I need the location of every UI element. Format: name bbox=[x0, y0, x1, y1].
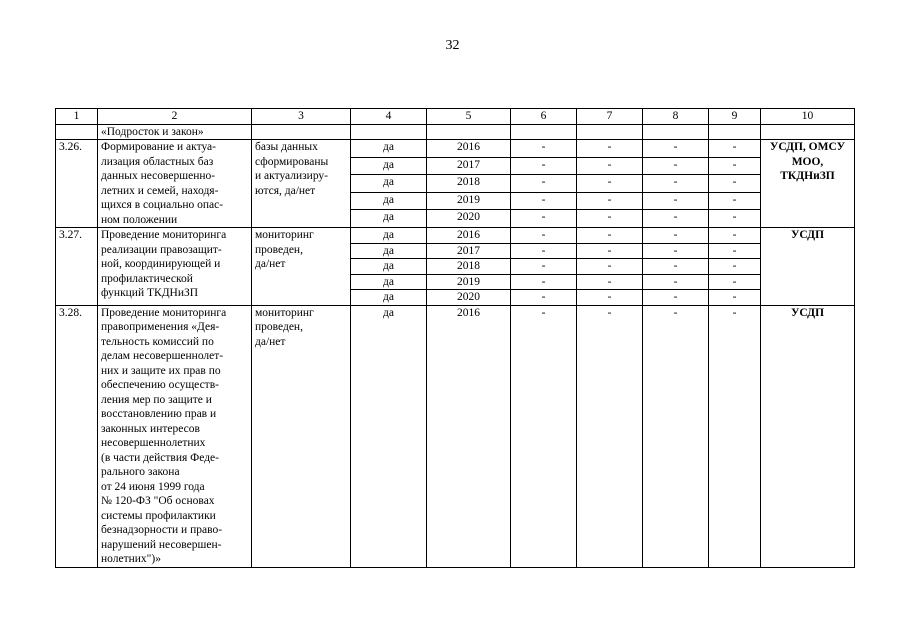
year-cell: 2017 bbox=[427, 243, 511, 259]
dash-cell: - bbox=[709, 259, 761, 275]
header-cell: 3 bbox=[252, 109, 351, 125]
dash-cell: - bbox=[577, 243, 643, 259]
empty-cell bbox=[761, 124, 855, 140]
dash-cell: - bbox=[577, 210, 643, 228]
header-cell: 10 bbox=[761, 109, 855, 125]
dash-cell: - bbox=[511, 210, 577, 228]
year-cell: 2019 bbox=[427, 274, 511, 290]
dash-cell: - bbox=[577, 140, 643, 158]
value-cell: да bbox=[351, 290, 427, 306]
value-cell: да bbox=[351, 175, 427, 193]
empty-cell bbox=[511, 124, 577, 140]
continuation-text: «Подросток и закон» bbox=[98, 124, 252, 140]
empty-cell bbox=[56, 124, 98, 140]
dash-cell: - bbox=[643, 305, 709, 567]
dash-cell: - bbox=[511, 228, 577, 244]
dash-cell: - bbox=[643, 140, 709, 158]
dash-cell: - bbox=[643, 290, 709, 306]
header-cell: 1 bbox=[56, 109, 98, 125]
dash-cell: - bbox=[709, 274, 761, 290]
dash-cell: - bbox=[643, 259, 709, 275]
header-cell: 8 bbox=[643, 109, 709, 125]
header-cell: 9 bbox=[709, 109, 761, 125]
dash-cell: - bbox=[577, 192, 643, 210]
empty-cell bbox=[643, 124, 709, 140]
executor-text: УСДП bbox=[761, 305, 855, 567]
header-cell: 4 bbox=[351, 109, 427, 125]
table-row bbox=[56, 140, 855, 158]
dash-cell: - bbox=[511, 259, 577, 275]
dash-cell: - bbox=[511, 175, 577, 193]
dash-cell: - bbox=[577, 228, 643, 244]
value-cell: да bbox=[351, 228, 427, 244]
year-cell: 2018 bbox=[427, 259, 511, 275]
dash-cell: - bbox=[709, 140, 761, 158]
dash-cell: - bbox=[709, 290, 761, 306]
empty-cell bbox=[351, 124, 427, 140]
dash-cell: - bbox=[511, 140, 577, 158]
dash-cell: - bbox=[577, 305, 643, 567]
row-number: 3.26. bbox=[56, 140, 98, 228]
table-row bbox=[56, 305, 855, 567]
value-cell: да bbox=[351, 259, 427, 275]
dash-cell: - bbox=[709, 157, 761, 175]
dash-cell: - bbox=[511, 192, 577, 210]
dash-cell: - bbox=[511, 290, 577, 306]
header-cell: 7 bbox=[577, 109, 643, 125]
year-cell: 2020 bbox=[427, 210, 511, 228]
value-cell: да bbox=[351, 243, 427, 259]
dash-cell: - bbox=[709, 192, 761, 210]
dash-cell: - bbox=[709, 210, 761, 228]
empty-cell bbox=[577, 124, 643, 140]
measures-table bbox=[55, 108, 855, 568]
header-cell: 2 bbox=[98, 109, 252, 125]
value-cell: да bbox=[351, 274, 427, 290]
year-cell: 2020 bbox=[427, 290, 511, 306]
header-row bbox=[56, 109, 855, 125]
year-cell: 2019 bbox=[427, 192, 511, 210]
value-cell: да bbox=[351, 140, 427, 158]
value-cell: да bbox=[351, 192, 427, 210]
dash-cell: - bbox=[643, 274, 709, 290]
year-cell: 2016 bbox=[427, 228, 511, 244]
dash-cell: - bbox=[709, 228, 761, 244]
dash-cell: - bbox=[511, 243, 577, 259]
empty-cell bbox=[427, 124, 511, 140]
dash-cell: - bbox=[643, 210, 709, 228]
executor-text: УСДП bbox=[761, 228, 855, 306]
year-cell: 2018 bbox=[427, 175, 511, 193]
row-number: 3.28. bbox=[56, 305, 98, 567]
dash-cell: - bbox=[577, 259, 643, 275]
page-number: 32 bbox=[445, 38, 460, 53]
year-cell: 2017 bbox=[427, 157, 511, 175]
dash-cell: - bbox=[643, 175, 709, 193]
dash-cell: - bbox=[577, 175, 643, 193]
table-row bbox=[56, 228, 855, 244]
dash-cell: - bbox=[643, 157, 709, 175]
executor-text: УСДП, ОМСУ МОО, ТКДНиЗП bbox=[761, 140, 855, 228]
indicator-text: мониторинг проведен, да/нет bbox=[252, 305, 351, 567]
measure-text: Проведение мониторинга правоприменения «Дея- тельность комиссий по делам несовершеннолет- них и защите их прав по обеспечению осуществ- ления мер по защите и восстановлению прав и законных интересов несовершеннолетних (в части действия Феде- рального закона от 24 июня 1999 года № 120-ФЗ "Об основах системы профилактики безнадзорности и право- нарушений несовершен- нолетних")» bbox=[98, 305, 252, 567]
value-cell: да bbox=[351, 210, 427, 228]
dash-cell: - bbox=[511, 305, 577, 567]
empty-cell bbox=[709, 124, 761, 140]
value-cell: да bbox=[351, 305, 427, 567]
dash-cell: - bbox=[709, 305, 761, 567]
measure-text: Проведение мониторинга реализации правозащит- ной, координирующей и профилактической функций ТКДНиЗП bbox=[98, 228, 252, 306]
dash-cell: - bbox=[577, 157, 643, 175]
header-cell: 5 bbox=[427, 109, 511, 125]
continuation-row bbox=[56, 124, 855, 140]
row-number: 3.27. bbox=[56, 228, 98, 306]
dash-cell: - bbox=[511, 157, 577, 175]
measure-text: Формирование и актуа- лизация областных баз данных несовершенно- летних и семей, находя- щихся в социально опас- ном положении bbox=[98, 140, 252, 228]
empty-cell bbox=[252, 124, 351, 140]
year-cell: 2016 bbox=[427, 140, 511, 158]
dash-cell: - bbox=[643, 228, 709, 244]
dash-cell: - bbox=[577, 290, 643, 306]
dash-cell: - bbox=[709, 175, 761, 193]
dash-cell: - bbox=[643, 243, 709, 259]
dash-cell: - bbox=[511, 274, 577, 290]
indicator-text: базы данных сформированы и актуализиру- ются, да/нет bbox=[252, 140, 351, 228]
header-cell: 6 bbox=[511, 109, 577, 125]
dash-cell: - bbox=[643, 192, 709, 210]
indicator-text: мониторинг проведен, да/нет bbox=[252, 228, 351, 306]
dash-cell: - bbox=[577, 274, 643, 290]
dash-cell: - bbox=[709, 243, 761, 259]
value-cell: да bbox=[351, 157, 427, 175]
year-cell: 2016 bbox=[427, 305, 511, 567]
